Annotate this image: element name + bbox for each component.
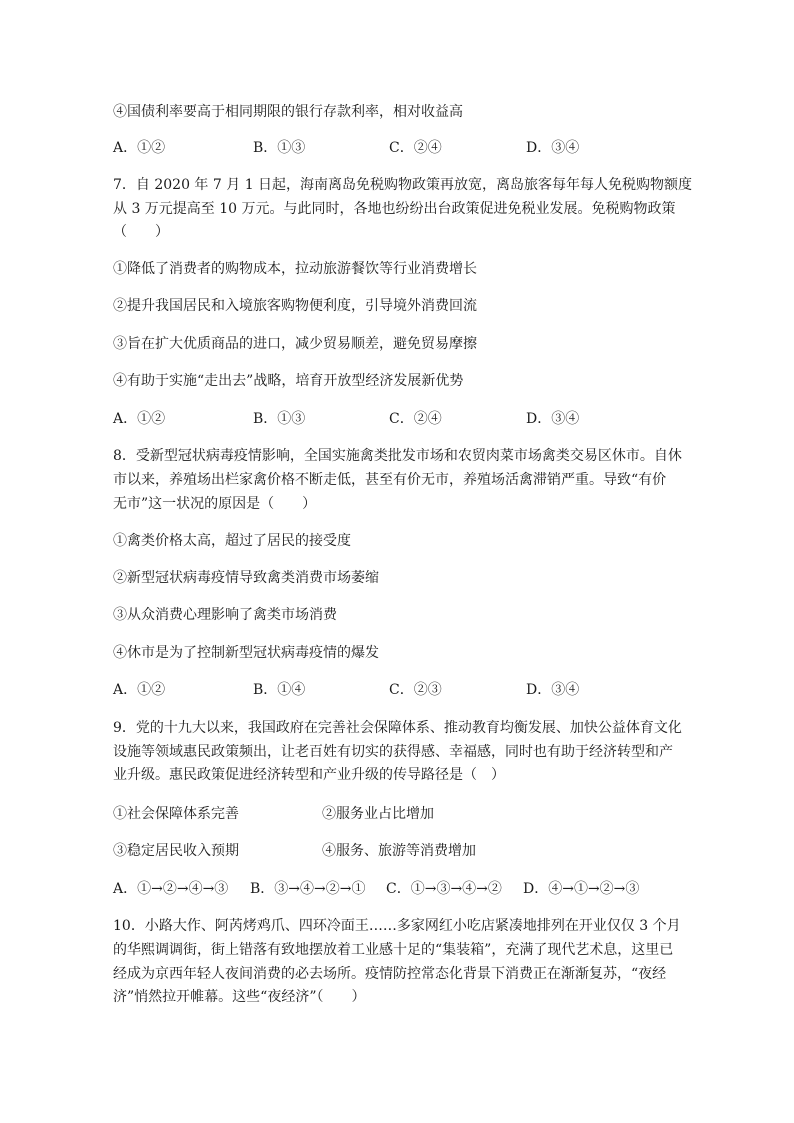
- q6-options: [113, 138, 633, 158]
- q10-stem-line-4: 济”悄然拉开帷幕。这些“夜经济”（ ）: [113, 989, 366, 1005]
- q6-statement-4: ④国债利率要高于相同期限的银行存款利率，相对收益高: [113, 104, 463, 120]
- q9-option-c: C．①→③→④→②: [386, 881, 502, 897]
- q7-stem-line-2: 从 3 万元提高至 10 万元。与此同时，各地也纷纷出台政策促进免税业发展。免税购物政策: [113, 201, 676, 217]
- q7-option-a: A．①②: [113, 411, 166, 427]
- q9-statement-3: ③稳定居民收入预期: [113, 843, 239, 859]
- q10-stem-line-1: 10．小路大作、阿芮烤鸡爪、四环冷面王……多家网红小吃店紧凑地排列在开业仅仅 3 个月: [113, 918, 681, 934]
- q7-statement-1: ①降低了消费者的购物成本，拉动旅游餐饮等行业消费增长: [113, 261, 477, 277]
- q10-stem-line-3: 经成为京西年轻人夜间消费的必去场所。疫情防控常态化背景下消费正在渐渐复苏，“夜经: [113, 966, 667, 982]
- q8-options: [113, 680, 633, 700]
- q8-option-c: C．②③: [389, 682, 442, 698]
- q8-option-b: B．①④: [253, 682, 306, 698]
- q8-statement-4: ④休市是为了控制新型冠状病毒疫情的爆发: [113, 645, 379, 661]
- q8-option-d: D．③④: [526, 682, 580, 698]
- q6-option-a: A．①②: [113, 140, 166, 156]
- q7-statement-3: ③旨在扩大优质商品的进口，减少贸易顺差，避免贸易摩擦: [113, 336, 477, 352]
- q9-option-a: A．①→②→④→③: [113, 881, 229, 897]
- q8-statement-1: ①禽类价格太高，超过了居民的接受度: [113, 533, 351, 549]
- q9-option-b: B．③→④→②→①: [250, 881, 366, 897]
- q7-option-c: C．②④: [389, 411, 442, 427]
- q9-statement-1: ①社会保障体系完善: [113, 806, 239, 822]
- q6-option-c: C．②④: [389, 140, 442, 156]
- q8-stem-line-1: 8．受新型冠状病毒疫情影响，全国实施禽类批发市场和农贸肉菜市场禽类交易区休市。自休: [113, 448, 682, 464]
- q9-stem-line-1: 9．党的十九大以来，我国政府在完善社会保障体系、推动教育均衡发展、加快公益体育文化: [113, 720, 682, 736]
- q7-stem-line-1: 7．自 2020 年 7 月 1 日起，海南离岛免税购物政策再放宽，离岛旅客每年每人免税购物额度: [113, 177, 693, 193]
- q8-stem-line-3: 无市”这一状况的原因是（ ）: [113, 496, 317, 512]
- q7-statement-2: ②提升我国居民和入境旅客购物便利度，引导境外消费回流: [113, 298, 477, 314]
- q6-option-b: B．①③: [253, 140, 306, 156]
- q7-option-d: D．③④: [526, 411, 580, 427]
- q9-option-d: D．④→①→②→③: [523, 881, 640, 897]
- q7-statement-4: ④有助于实施“走出去”战略，培育开放型经济发展新优势: [113, 373, 464, 389]
- q8-statement-2: ②新型冠状病毒疫情导致禽类消费市场萎缩: [113, 570, 379, 586]
- q7-options: [113, 409, 633, 429]
- q6-option-d: D．③④: [526, 140, 580, 156]
- q7-option-b: B．①③: [253, 411, 306, 427]
- q8-option-a: A．①②: [113, 682, 166, 698]
- q8-statement-3: ③从众消费心理影响了禽类市场消费: [113, 607, 337, 623]
- q8-stem-line-2: 市以来，养殖场出栏家禽价格不断走低，甚至有价无市，养殖场活禽滞销严重。导致“有价: [113, 472, 667, 488]
- q9-stem-line-2: 设施等领域惠民政策频出，让老百姓有切实的获得感、幸福感，同时也有助于经济转型和产: [113, 744, 673, 760]
- q10-stem-line-2: 的华熙调调街，街上错落有致地摆放着工业感十足的“集装箱”，充满了现代艺术息，这里已: [113, 942, 674, 958]
- q9-stem-line-3: 业升级。惠民政策促进经济转型和产业升级的传导路径是（ ）: [113, 767, 505, 783]
- q7-stem-line-3: （ ）: [113, 224, 169, 240]
- q9-statement-2: ②服务业占比增加: [322, 806, 434, 822]
- q9-options: [113, 879, 640, 899]
- q9-statement-4: ④服务、旅游等消费增加: [322, 843, 476, 859]
